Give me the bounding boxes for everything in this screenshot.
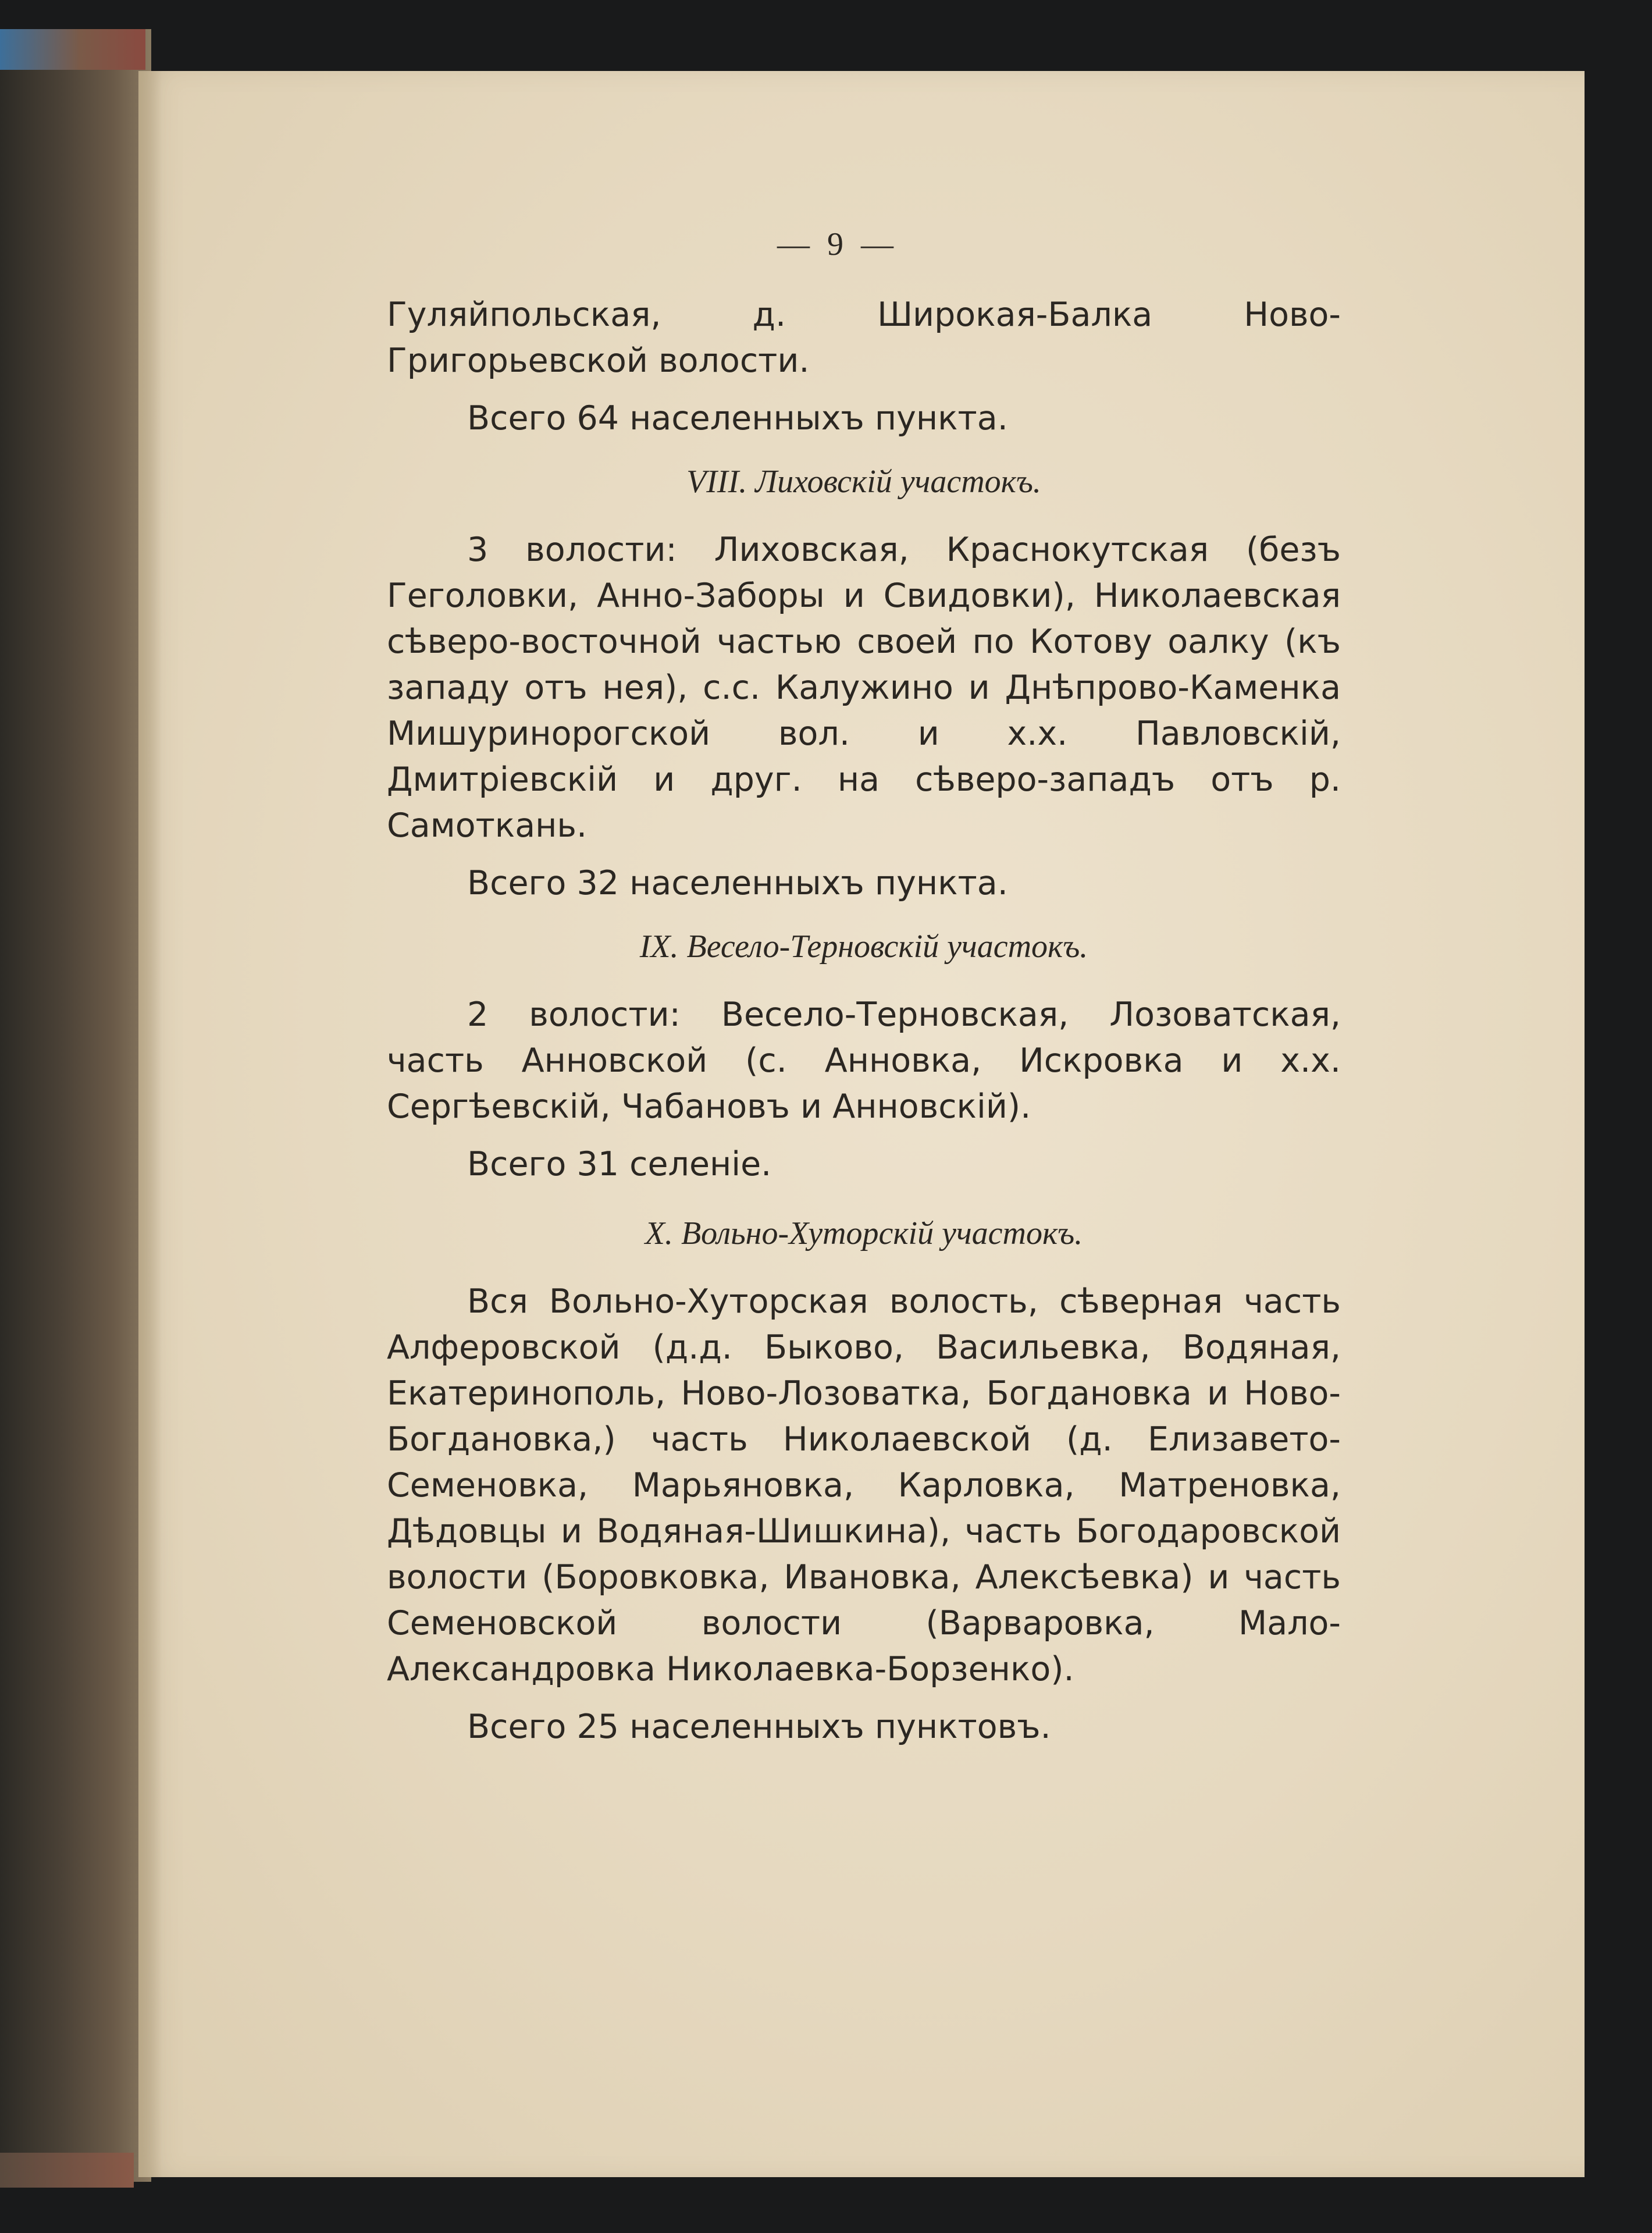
page-text [387,221,1341,1750]
section-viii-body: 3 волости: Лиховская, Краснокутская (безъ Геголовки, Анно-Заборы и Свидовки), Николаевская сѣверо-восточной частью своей по Котову оалку (къ западу отъ нея), с.с. Калужино и Днѣпрово-Каменка Мишуринорогской вол. и х.х. Павловскій, Дмитріевскій и друг. на сѣверо-западъ отъ р. Самоткань. [387,531,1341,845]
section-x-body: Вся Вольно-Хуторская волость, сѣверная часть Алферовской (д.д. Быково, Васильевка, Водяная, Екатеринополь, Ново-Лозоватка, Богдановка и Ново-Богдановка,) часть Николаевской (д. Елизавето-Семеновка, Марьяновка, Карловка, Матреновка, Дѣдовцы и Водяная-Шишкина), часть Богодаровской волости (Боровковка, Ивановка, Алексѣевка) и часть Семеновской волости (Варваровка, Мало-Александровка Николаевка-Борзенко). [387,1282,1341,1688]
page-number: — 9 — [777,226,898,262]
section-heading-viii: VIII. Лиховскій участокъ. [686,464,1041,500]
continuation-paragraph: Гуляйпольская, д. Широкая-Балка Ново-Григорьевской волости. [387,296,1341,380]
section-heading-x: X. Вольно-Хуторскій участокъ. [645,1215,1083,1251]
book-binding [0,29,151,2182]
page-gutter-shadow [138,71,162,2177]
section-ix-body: 2 волости: Весело-Терновская, Лозоватская, часть Анновской (с. Анновка, Искровка и х.х. Сергѣевскій, Чабановъ и Анновскій). [387,995,1341,1126]
binding-cloth-bottom [0,2153,134,2188]
total-vii: Всего 64 населенныхъ пункта. [467,399,1008,438]
section-viii-total: Всего 32 населенныхъ пункта. [467,864,1008,902]
section-x-total: Всего 25 населенныхъ пунктовъ. [467,1708,1051,1746]
binding-cloth-top [0,29,145,70]
section-heading-ix: IX. Весело-Терновскій участокъ. [639,929,1088,965]
section-ix-total: Всего 31 селеніе. [467,1145,772,1183]
